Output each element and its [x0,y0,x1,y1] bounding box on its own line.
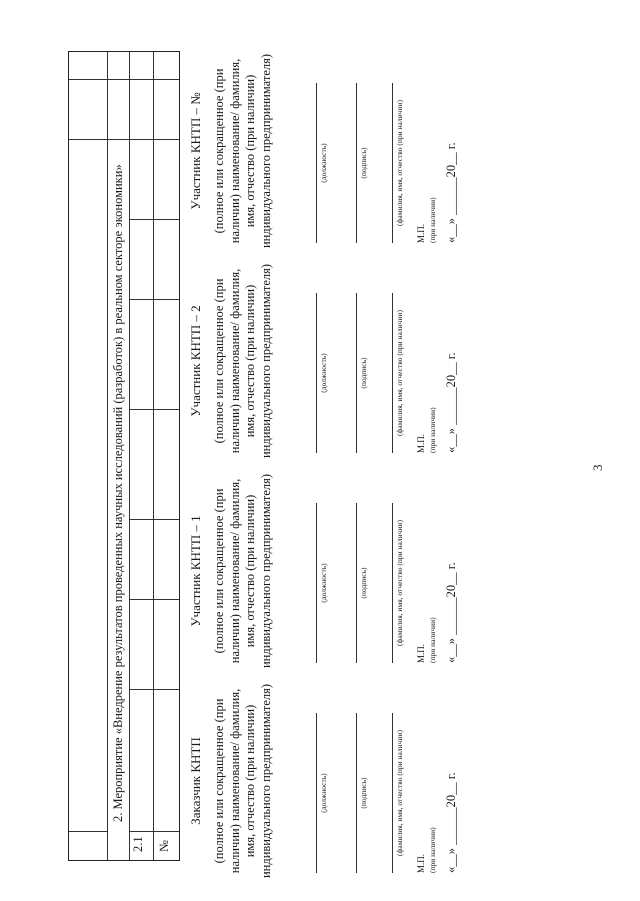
table-col-divider [129,219,179,220]
signatory-block-customer [188,681,638,881]
signatory-block-participant-2 [188,261,638,461]
position-line [316,293,317,453]
position-line [316,713,317,873]
date-field: «__» ______20__ г. [444,352,458,453]
table-col-divider [129,409,179,410]
row-number: 2.1 [131,836,145,852]
signatory-title: Заказчик КНТП [188,737,203,825]
signatory-block-participant-1 [188,471,638,671]
number-column-header: № [157,840,171,852]
date-field: «__» ______20__ г. [444,562,458,663]
fio-line [392,293,393,453]
table-row-divider [153,52,154,860]
stamp-label: М.П. [416,433,426,453]
fio-label: (фамилия, имя, отчество (при наличии) [395,520,404,646]
signature-line [356,713,357,873]
stamp-note: (при наличии) [428,197,437,243]
signatory-title: Участник КНТП – 1 [188,515,203,627]
signature-line [356,83,357,243]
signatory-description: (полное или сокращенное (при наличии) наименование/ фамилия, имя, отчество (при наличии) индивидуального предпринимателя) [212,683,273,879]
page-number: 3 [590,464,605,471]
signatory-title: Участник КНТП – 2 [188,305,203,417]
table-col-divider [129,599,179,600]
signature-label: (подпись) [359,777,368,809]
date-field: «__» ______20__ г. [444,142,458,243]
table-col-divider [129,299,179,300]
fio-line [392,713,393,873]
fio-line [392,83,393,243]
signature-label: (подпись) [359,567,368,599]
signatory-description: (полное или сокращенное (при наличии) наименование/ фамилия, имя, отчество (при наличии) индивидуального предпринимателя) [212,263,273,459]
stamp-label: М.П. [416,853,426,873]
fio-label: (фамилия, имя, отчество (при наличии) [395,730,404,856]
table-row-divider [107,52,108,860]
signatory-block-participant-n [188,51,638,251]
position-label: (должность) [319,773,328,813]
signature-line [356,503,357,663]
table-col-divider [69,139,179,140]
table-col-divider [69,79,179,80]
stamp-label: М.П. [416,643,426,663]
table-col-divider [129,689,179,690]
signature-line [356,293,357,453]
position-label: (должность) [319,143,328,183]
signatory-description: (полное или сокращенное (при наличии) наименование/ фамилия, имя, отчество (при наличии) индивидуального предпринимателя) [212,473,273,669]
table-col-divider [129,519,179,520]
fio-label: (фамилия, имя, отчество (при наличии) [395,100,404,226]
stamp-label: М.П. [416,223,426,243]
table-col-divider [129,831,179,832]
position-label: (должность) [319,353,328,393]
signatory-title: Участник КНТП – № [188,92,203,210]
date-field: «__» ______20__ г. [444,772,458,873]
signature-label: (подпись) [359,357,368,389]
stamp-note: (при наличии) [428,827,437,873]
position-line [316,83,317,243]
fio-line [392,503,393,663]
section-title: 2. Мероприятие «Внедрение результатов проведенных научных исследований (разработок) в реальном секторе экономики» [111,164,125,822]
signatory-description: (полное или сокращенное (при наличии) наименование/ фамилия, имя, отчество (при наличии) индивидуального предпринимателя) [212,53,273,249]
position-label: (должность) [319,563,328,603]
activities-table [68,51,180,861]
table-col-divider [69,831,107,832]
stamp-note: (при наличии) [428,617,437,663]
stamp-note: (при наличии) [428,407,437,453]
signature-label: (подпись) [359,147,368,179]
fio-label: (фамилия, имя, отчество (при наличии) [395,310,404,436]
position-line [316,503,317,663]
table-row-divider [129,52,130,860]
